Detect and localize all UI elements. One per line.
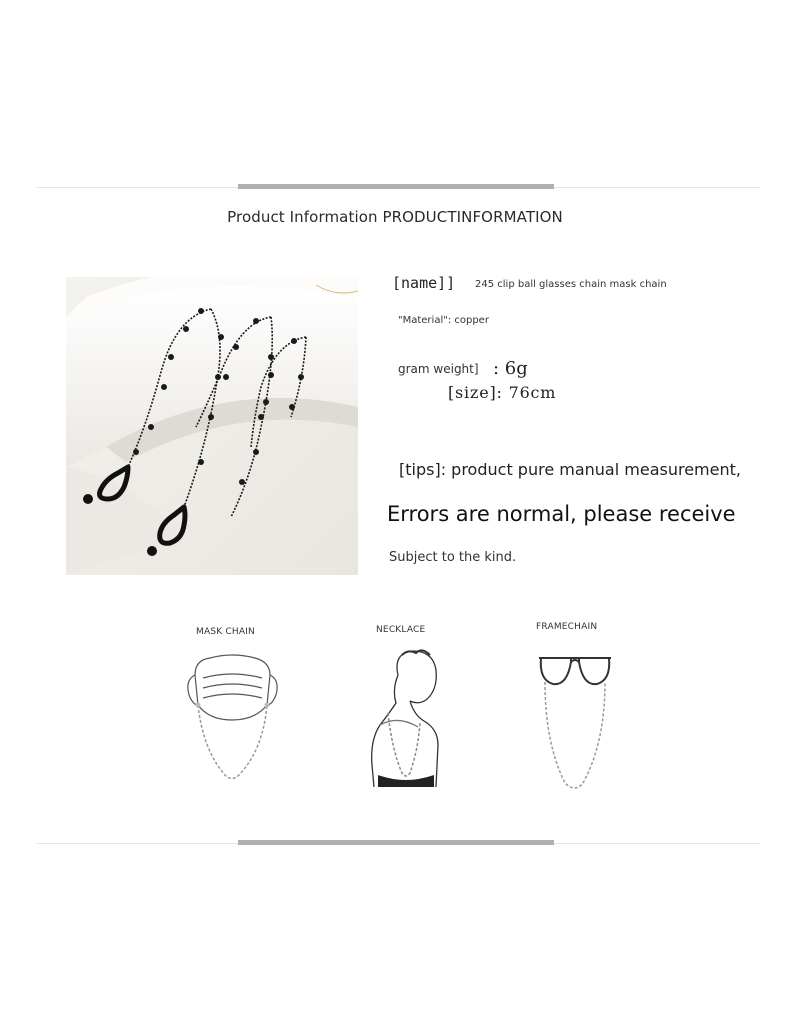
spec-weight-value: : 6g <box>493 358 528 379</box>
top-divider-bar <box>238 184 554 189</box>
mask-chain-icon <box>185 650 280 799</box>
spec-subject-note: Subject to the kind. <box>389 550 517 565</box>
spec-name-value: 245 clip ball glasses chain mask chain <box>475 279 667 290</box>
spec-errors-note: Errors are normal, please receive <box>387 502 736 526</box>
spec-weight-label: gram weight] <box>398 362 479 376</box>
bottom-divider-bar <box>238 840 554 845</box>
spec-material: "Material": copper <box>398 315 489 326</box>
spec-name-label: [name]] <box>392 274 456 292</box>
product-photo <box>66 277 358 575</box>
usage-label-mask-chain: MASK CHAIN <box>196 627 255 637</box>
spec-tips: [tips]: product pure manual measurement, <box>399 460 741 479</box>
page-title: Product Information PRODUCTINFORMATION <box>227 208 563 226</box>
necklace-icon <box>358 645 453 794</box>
usage-label-necklace: NECKLACE <box>376 625 426 635</box>
spec-size: [size]: 76cm <box>448 383 557 402</box>
usage-label-frame-chain: FRAMECHAIN <box>536 622 598 632</box>
frame-chain-icon <box>535 648 615 802</box>
